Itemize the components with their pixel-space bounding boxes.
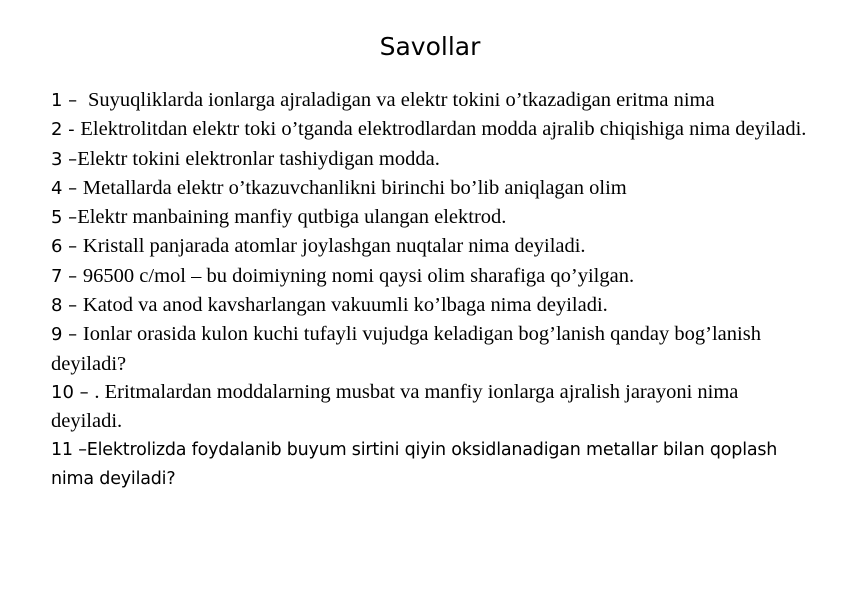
question-text: Kristall panjarada atomlar joylashgan nuqtalar nima deyiladi. (82, 235, 586, 258)
question-item (51, 232, 811, 261)
question-number: 1 – (51, 90, 83, 111)
question-item (51, 203, 811, 232)
question-text: 96500 c/mol – bu doimiyning nomi qaysi olim sharafiga qo’yilgan. (82, 264, 635, 287)
question-text: Elektr manbaining manfiy qutbiga ulangan elektrod. (77, 206, 507, 229)
question-number: 4 – (51, 177, 83, 199)
question-item (51, 86, 811, 115)
question-item (51, 145, 811, 174)
question-text: Elektrolizda foydalanib buyum sirtini qiyin oksidlanadigan metallar bilan qoplash nima deyiladi? (51, 439, 783, 489)
question-text: Metallarda elektr o’tkazuvchanlikni birinchi bo’lib aniqlagan olim (82, 176, 627, 199)
question-number: 7 – (51, 265, 83, 287)
question-text: Suyuqliklarda ionlarga ajraladigan va elektr tokini o’tkazadigan eritma nima (82, 89, 715, 111)
question-item (51, 262, 811, 291)
question-number: 9 – (51, 324, 83, 346)
question-number: 3 – (51, 148, 78, 170)
question-item (51, 174, 811, 203)
question-text: Elektr tokini elektronlar tashiydigan modda. (77, 147, 440, 170)
question-item (51, 291, 811, 320)
question-number: 2 - (51, 119, 81, 141)
question-list (51, 86, 811, 494)
question-number: 10 – (51, 381, 95, 403)
slide-title: Savollar (379, 32, 481, 61)
question-item (51, 115, 811, 144)
question-text: Katod va anod kavsharlangan vakuumli ko’lbaga nima deyiladi. (82, 294, 608, 317)
question-number: 5 – (51, 207, 78, 229)
question-number: 11 – (51, 439, 87, 460)
question-text: Ionlar orasida kulon kuchi tufayli vujudga keladigan bog’lanish qanday bog’lanish deyiladi? (51, 323, 767, 375)
question-item (51, 436, 811, 494)
question-number: 6 – (51, 236, 83, 258)
question-item (51, 320, 811, 378)
question-text: . Eritmalardan moddalarning musbat va manfiy ionlarga ajralish jarayoni nima deyiladi. (51, 380, 744, 433)
question-item (51, 378, 811, 436)
question-number: 8 – (51, 295, 83, 317)
question-text: Elektrolitdan elektr toki o’tganda elektrodlardan modda ajralib chiqishiga nima deyiladi. (80, 118, 807, 141)
